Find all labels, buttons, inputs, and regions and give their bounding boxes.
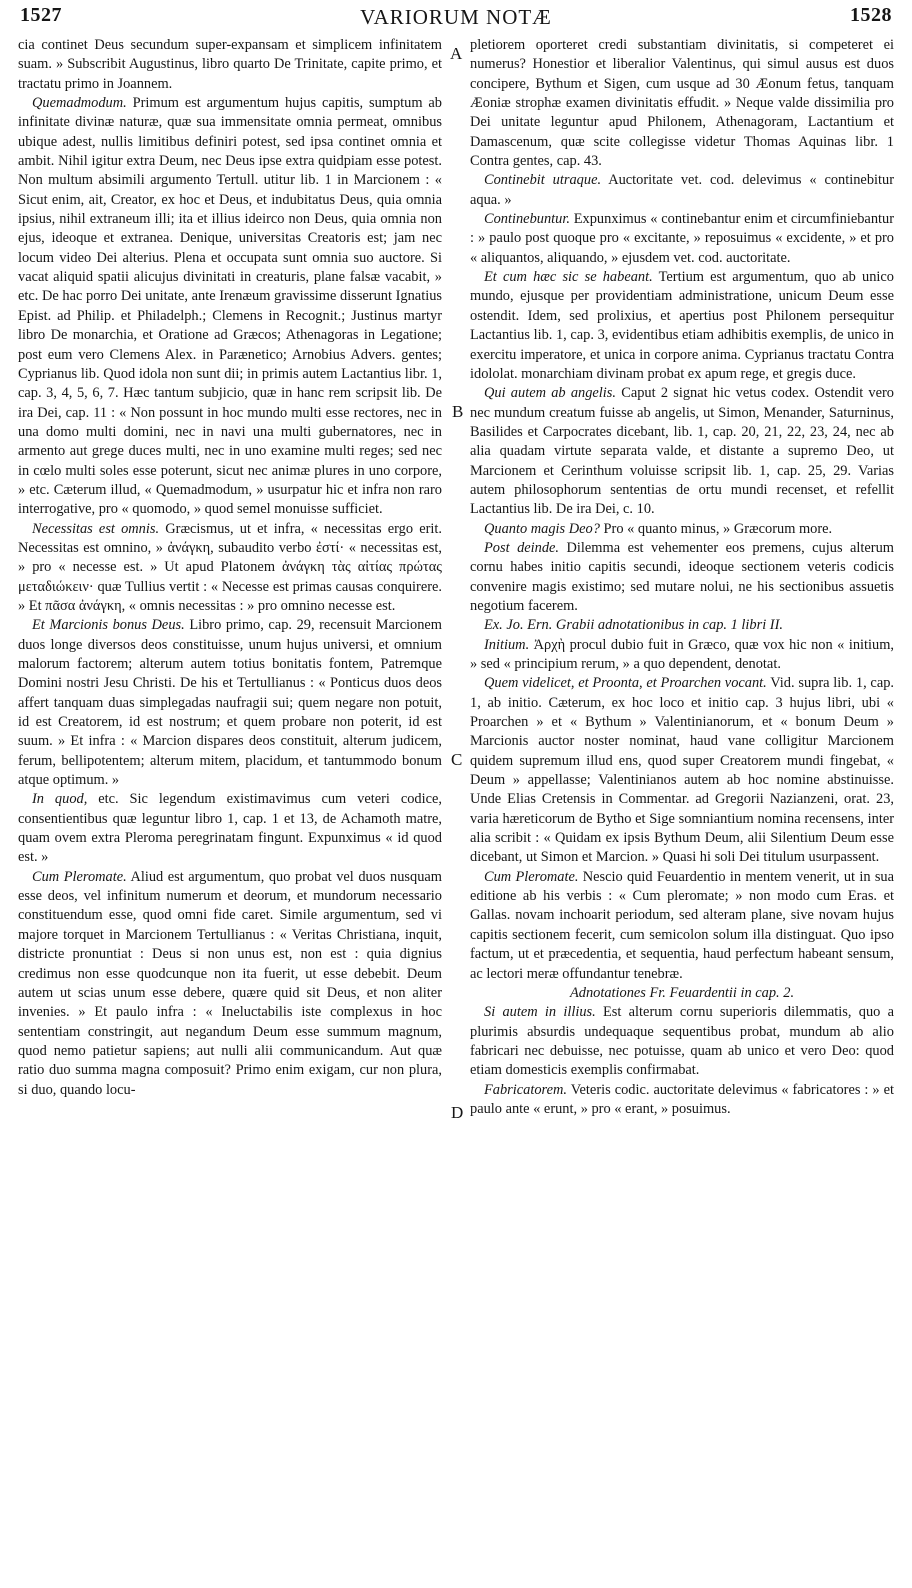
- note-paragraph: [470, 616, 894, 635]
- left-column: [18, 36, 442, 1576]
- note-text: Tertium est argumentum, quo ab unico mundo, ejusque per providentiam administratione, unicum Deum esse ostendit. Idem, sed prolixius, et apertius post Philonem persequitur Lactantius lib. 1, cap. 3, evidentibus etiam adhibitis exemplis, de unico in exercitu imperatore, et unica in corpore anima. Cyprianus tractatu Contra idololat. monarchiam divinam probat ex apum rege, et gregis duce.: [470, 269, 894, 382]
- note-lemma: Necessitas est omnis.: [32, 520, 160, 537]
- note-paragraph: [470, 171, 894, 210]
- note-lemma: Et Marcionis bonus Deus.: [32, 617, 185, 634]
- note-lemma: In quod,: [32, 791, 88, 808]
- note-lemma: Quanto magis Deo?: [484, 520, 600, 537]
- note-text: Primum est argumentum hujus capitis, sumptum ab infinitate divinæ naturæ, quæ sua immensitate omnia permeat, omnibus ubique adest, nullis limitibus definiri potest, sed ipsa continet omnia et ambit. Nihil igitur extra Deum, nec Deus ipse extra quidpiam esse potest. Non multum absimili argumento Tertull. utitur lib. 1 in Marcionem : « Sicut enim, ait, Creator, ex hoc et Deus, et indubitatus Deus, quia omnia ipsius, nihil extraneum illi; ita et illius ideirco non Deus, quia omnia non ejus, ideoque et extranea. Denique, universitas Creatoris est; jam nec locum video Dei alterius. Plena et occupata sunt omnia suo auctore. Si vacat aliquid spatii alicujus divinitati in creaturis, plane falsæ vacabit, » etc. De hac porro Dei unitate, ante Irenæum gravissime disserunt Ignatius Epist. ad Philip. et Philadelph.; Clemens in Recognit.; Justinus martyr libro De monarchia, et Oratione ad Græcos; Athenagoras in Legatione; post eum vero Clemens Alex. in Parænetico; Arnobius Advers. gentes; Cyprianus lib. Quod idola non sunt dii; in primis autem Lactantius libr. 1, cap. 3, 4, 5, 6, 7. Hæc tantum subjicio, quæ in hanc rem scripsit lib. De ira Dei, cap. 11 : « Non possunt in hoc mundo multi esse rectores, nec in una domo multi domini, nec in navi una multi gubernatores, nec in armento aut grege duces multi, nec in uno examine multi reges; sed nec in cœlo multi soles esse poterunt, sicut nec animæ plures in uno corpore, » etc. Cæterum illud, « Quemadmodum, » usurpatur hic et infra non raro interrogative, pro « quomodo, » quod semel monuisse sufficiet.: [18, 95, 442, 518]
- note-paragraph: [18, 616, 442, 790]
- note-lemma: Continebuntur.: [484, 211, 570, 228]
- note-text: Expunximus « continebantur enim et circumfiniebantur : » paulo post quoque pro « excitante, » reposuimus « excidente, » et pro « aliquantos, aliquando, » ejusdem vet. cod. auctoritate.: [470, 211, 894, 266]
- page-header: [0, 4, 912, 34]
- note-paragraph: [470, 36, 894, 171]
- note-paragraph: [18, 36, 442, 94]
- margin-letter-a: A: [450, 44, 463, 63]
- note-paragraph: [470, 520, 894, 539]
- note-text: Dilemma est vehementer eos premens, cujus alterum cornu habes initio capitis secundi, ideoque sectionem veteris codicis convenire magis existimo; sed mutare nolui, ne his sectionibus assuetis negotium facerem.: [470, 539, 894, 614]
- note-lemma: Ex. Jo. Ern. Grabii adnotationibus in cap. 1 libri II.: [484, 617, 783, 634]
- note-text: Aliud est argumentum, quo probat vel duos nusquam esse deos, vel infinitum numerum et deorum, et mundorum necessario constituendum esse, quod omni fide caret. Simile argumentum, sed vi majore torquet in Marcionem Tertullianus : « Veritas Christiana, inquit, districte pronuntiat : Deus si non unus est, non est : quia dignius credimus non esse quodcunque non ita fuerit, ut esse debebit. Deum autem ut scias unum esse debere, quære quid sit Deus, et non aliter invenies. » Et paulo infra : « Ineluctabilis iste complexus in hoc sententiam constringit, aut negandum Deum esse summum magnum, quod nemo patietur sapiens; aut nulli alii communicandum. Aut quæ ratio duo summa magna composuit? Primo enim exigam, cur non plura, si duo, quando locu-: [18, 868, 442, 1098]
- note-paragraph: [470, 868, 894, 984]
- note-lemma: Cum Pleromate.: [484, 868, 579, 885]
- note-lemma: Fabricatorem.: [484, 1081, 567, 1098]
- note-text: Ἀρχὴ procul dubio fuit in Græco, quæ vox hic non « initium, » sed « principium rerum, » a quo dependent, denotat.: [470, 636, 894, 672]
- note-text: Libro primo, cap. 29, recensuit Marcionem duos longe diversos deos constituisse, unum hujus universi, et omnium malorum factorem; alterum autem totius bonitatis fontem, Patremque Domini nostri Jesu Christi. De his et Tertullianus : « Ponticus duos deos affert tanquam duas simplegadas naufragii sui; quem negare non potuit, id est Creatorem, id est nostrum; et quem probare non poterit, id est suum. » Et infra : « Marcion dispares deos constituit, alterum judicem, ferum, bellipotentem; alterum mitem, placidum, et tantummodo bonum atque optimum. »: [18, 617, 442, 789]
- note-paragraph: [18, 520, 442, 617]
- note-paragraph: [470, 268, 894, 384]
- note-lemma: Qui autem ab angelis.: [484, 385, 616, 402]
- note-lemma: Et cum hæc sic se habeant.: [484, 269, 653, 286]
- margin-letter-c: C: [451, 750, 463, 769]
- page-number-right: 1528: [850, 4, 892, 26]
- running-title: VARIORUM NOTÆ: [360, 5, 552, 29]
- note-paragraph: [18, 94, 442, 520]
- margin-letter-b: B: [452, 402, 464, 421]
- note-lemma: Si autem in illius.: [484, 1004, 596, 1021]
- section-heading: Adnotationes Fr. Feuardentii in cap. 2.: [569, 984, 795, 1001]
- note-paragraph: [470, 210, 894, 268]
- note-text: Pro « quanto minus, » Græcorum more.: [603, 520, 833, 537]
- margin-letter-d: D: [451, 1103, 464, 1122]
- note-paragraph: [470, 539, 894, 616]
- right-column: [470, 36, 894, 1576]
- note-lemma: Continebit utraque.: [484, 172, 602, 189]
- note-text: Est alterum cornu superioris dilemmatis, quo a plurimis absurdis undequaque sequentibus probat, mundum ab alio fabricari nec debuisse, nec potuisse, quam ab unico et vero Deo: quod etiam domesticis exemplis confirmabat.: [470, 1004, 894, 1079]
- note-lemma: Quem videlicet, et Proonta, et Proarchen vocant.: [484, 675, 767, 692]
- note-paragraph: [470, 984, 894, 1003]
- note-lemma: Post deinde.: [484, 539, 560, 556]
- note-paragraph: [470, 636, 894, 675]
- note-lemma: Quemadmodum.: [32, 95, 127, 112]
- page-number-left: 1527: [20, 4, 62, 26]
- note-paragraph: [470, 384, 894, 519]
- note-paragraph: [470, 674, 894, 867]
- note-text: Auctoritate vet. cod. delevimus « continebitur aqua. »: [470, 172, 894, 208]
- note-text: Caput 2 signat hic vetus codex. Ostendit vero nec mundum creatum fuisse ab angelis, ut Simon, Menander, Saturninus, Basilides et Carpocrates dicebant, lib. 1, cap. 20, 21, 22, 23, 24, nec ab alia quadam virtute separata valde, et distante a supremo Deo, ut Marcionem et Cerinthum voluisse scripsit lib. 1, cap. 25, 29. Varias autem philosophorum sententias de ortu mundi recenset, et refellit Lactantius lib. De ira Dei, c. 10.: [470, 385, 894, 518]
- note-text: Veteris codic. auctoritate delevimus « fabricatores : » et paulo ante « erunt, » pro « erant, » posuimus.: [470, 1081, 894, 1117]
- note-paragraph: [470, 1081, 894, 1120]
- note-lemma: Initium.: [484, 636, 530, 653]
- note-paragraph: [18, 790, 442, 867]
- note-text: Græcismus, ut et infra, « necessitas ergo erit. Necessitas est omnino, » ἀνάγκη, subaudito verbo ἐστί· « necessitas est, » pro « necesse est. » Ut apud Platonem ἀνάγκη τὰς αἰτίας πρώτας μεταδιώκειν· quæ Tullius vertit : « Necesse est primas causas conquirere. » Et πᾶσα ἀνάγκη, « omnis necessitas : » pro omnino necesse est.: [18, 520, 442, 614]
- note-lemma: Cum Pleromate.: [32, 868, 127, 885]
- note-text: pletiorem oporteret credi substantiam divinitatis, si competeret ei numerus? Honestior et liberalior Valentinus, qui simul ausus est duos concipere, Bythum et Sigen, cum usque ad 30 Æonum fetus, tanquam Æoniæ strophæ examen divinitatis effudit. » Neque valde dissimilia pro Dei unitate leguntur apud Philonem, Athenagoram, Lactantium et Damascenum, quæ scite collegisse videtur Thomas Aquinas libr. 1 Contra gentes, cap. 43.: [470, 37, 894, 170]
- note-text: etc. Sic legendum existimavimus cum veteri codice, consentientibus quæ leguntur libro 1, cap. 1 et 13, de Achamoth matre, quam ovem extra Pleroma peregrinatam fingunt. Expunximus « id quod est. »: [18, 791, 442, 866]
- note-paragraph: [470, 1003, 894, 1080]
- note-text: Vid. supra lib. 1, cap. 1, ab initio. Cæterum, ex hoc loco et initio cap. 3 hujus libri, ubi « Proarchen » et « Bythum » Valentinianorum, et « bonum Deum » Marcionis auctor noster nominat, haud vane colligitur Marcionem quidem supremum illud ens, quod super Creatorem mundi fingebat, « Deum » appellasse; Valentinianos autem ab hoc nomine abstinuisse. Unde Elias Cretensis in Commentar. ad Gregorii Nazianzeni, orat. 23, varia hæreticorum de Bytho et Sige somniantium nomina recensens, inter alia scribit : « Quidam ex ipsis Bythum Deum, alii Silentium Deum esse dicebant, ut Simon et Marcion. » Quasi hi soli Dei titulum usurpassent.: [470, 675, 894, 866]
- note-paragraph: [18, 868, 442, 1100]
- note-text: cia continet Deus secundum super-expansam et simplicem infinitatem suam. » Subscribit Augustinus, libro quarto De Trinitate, capite primo, et tractatu primo in Joannem.: [18, 37, 442, 92]
- note-text: Nescio quid Feuardentio in mentem venerit, ut in sua editione ab his verbis : « Cum pleromate; » non modo cum Eras. et Gallas. novam inchoarit periodum, sed alteram plane, sive novam hujus capitis sectionem fecerit, cum semicolon solum illa distinguat. Quo ipso factum, ut et præcedentia, et sequentia, haud perfectum habeant sensum, ac lectori meræ offundantur tenebræ.: [470, 868, 894, 982]
